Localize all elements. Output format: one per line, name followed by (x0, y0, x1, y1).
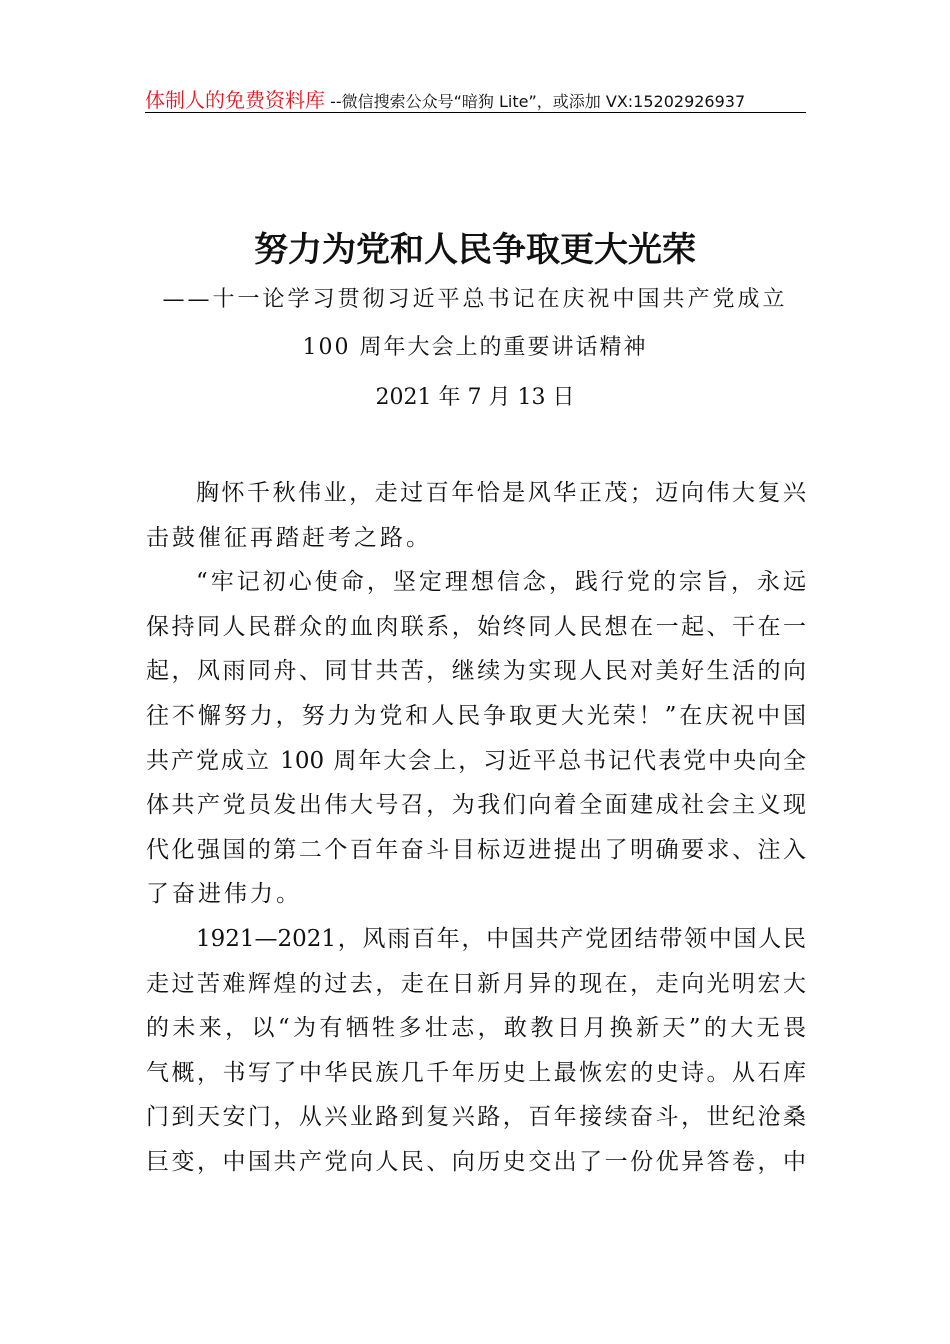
paragraph-line: 胸怀千秋伟业，走过百年恰是风华正茂；迈向伟大复兴 (196, 480, 806, 506)
document-date: 2021 年 7 月 13 日 (375, 385, 575, 410)
paragraph-line: 巨变，中国共产党向人民、向历史交出了一份优异答卷，中 (146, 1149, 806, 1175)
document-title: 努力为党和人民争取更大光荣 (254, 230, 696, 270)
header-brand: 体制人的免费资料库 (145, 88, 325, 112)
paragraph-line: 走过苦难辉煌的过去，走在日新月异的现在，走向光明宏大 (146, 970, 806, 997)
page-header (145, 84, 806, 113)
subtitle-line-1: ——十一论学习贯彻习近平总书记在庆祝中国共产党成立 (162, 287, 788, 312)
paragraph-line: 的未来，以“为有牺牲多壮志，敢教日月换新天”的大无畏 (146, 1015, 806, 1042)
paragraph-line: 门到天安门，从兴业路到复兴路，百年接续奋斗，世纪沧桑 (146, 1104, 806, 1131)
paragraph-line: 共产党成立 100 周年大会上，习近平总书记代表党中央向全 (146, 747, 806, 774)
paragraph-line: 体共产党员发出伟大号召，为我们向着全面建成社会主义现 (146, 792, 806, 819)
paragraph-line: 击鼓催征再踏赶考之路。 (146, 524, 432, 551)
paragraph-line: 保持同人民群众的血肉联系，始终同人民想在一起、干在一 (146, 613, 806, 640)
paragraph-line: 往不懈努力，努力为党和人民争取更大光荣！”在庆祝中国 (146, 703, 806, 729)
subtitle-line-2: 100 周年大会上的重要讲话精神 (302, 335, 648, 360)
header-note: --微信搜索公众号“暗狗 Lite”，或添加 VX:15202926937 (330, 92, 746, 111)
paragraph-line: “牢记初心使命，坚定理想信念，践行党的宗旨，永远 (196, 569, 806, 596)
paragraph-line: 了奋进伟力。 (146, 881, 302, 908)
paragraph-line: 代化强国的第二个百年奋斗目标迈进提出了明确要求、注入 (146, 836, 806, 863)
paragraph-line: 1921—2021，风雨百年，中国共产党团结带领中国人民 (196, 926, 806, 952)
paragraph-line: 起，风雨同舟、同甘共苦，继续为实现人民对美好生活的向 (146, 658, 806, 685)
paragraph-line: 气概，书写了中华民族几千年历史上最恢宏的史诗。从石库 (146, 1059, 806, 1086)
